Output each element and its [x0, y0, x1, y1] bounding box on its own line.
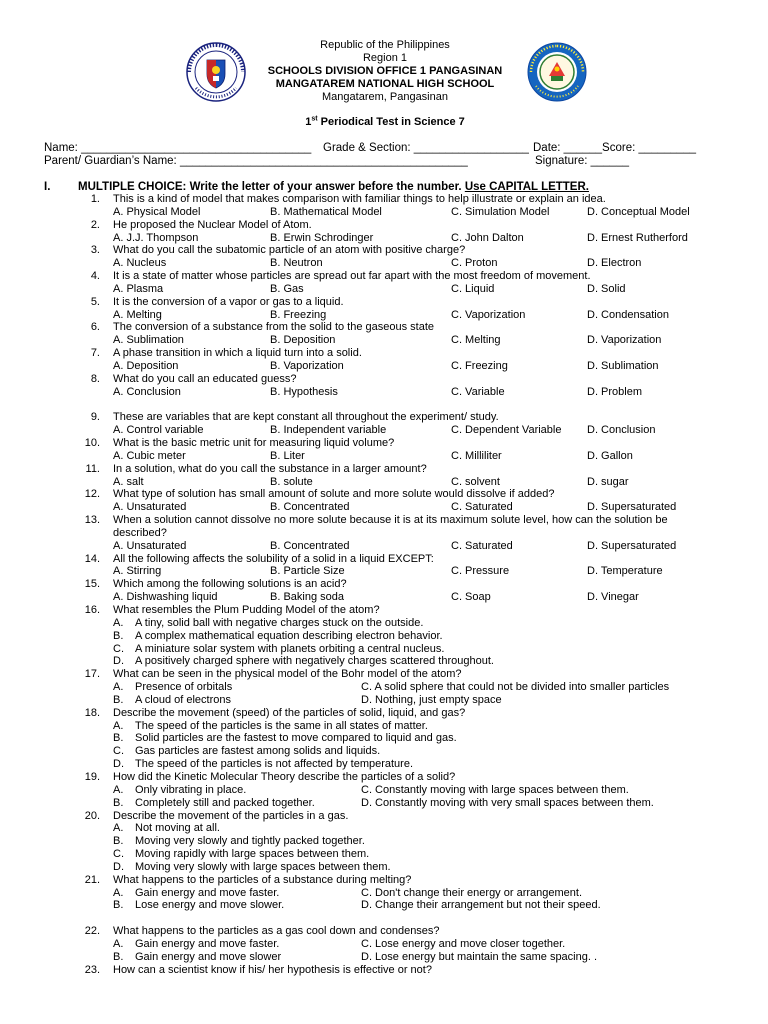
question-text: What do you call an educated guess?	[113, 372, 297, 385]
question-text: described?	[113, 526, 167, 539]
choice-option: B. Liter	[270, 449, 305, 462]
choice-row	[0, 694, 768, 707]
date-score-field[interactable]: Date: ______Score: _________	[533, 142, 697, 154]
choice-option: D. Solid	[587, 282, 626, 295]
question-text: What happens to the particles as a gas cool down and condenses?	[113, 925, 440, 938]
choice-option: Solid particles are the fastest to move compared to liquid and gas.	[135, 732, 457, 745]
question-row	[0, 411, 768, 424]
question-number: 21.	[84, 873, 100, 886]
header-division: SCHOOLS DIVISION OFFICE 1 PANGASINAN	[267, 65, 503, 77]
choice-row	[0, 630, 768, 643]
choice-row	[0, 424, 768, 437]
choice-option: D. sugar	[587, 475, 629, 488]
question-row	[0, 373, 768, 386]
question-text: He proposed the Nuclear Model of Atom.	[113, 218, 312, 231]
question-row	[0, 244, 768, 257]
choice-row	[0, 899, 768, 912]
choice-option: D. Problem	[587, 385, 643, 398]
choice-option: A. Stirring	[113, 565, 162, 578]
choice-row	[0, 732, 768, 745]
grade-section-field[interactable]: Grade & Section: __________________	[323, 142, 529, 154]
question-text: What is the basic metric unit for measuring liquid volume?	[113, 437, 395, 450]
choice-option: B. Deposition	[270, 334, 336, 347]
choice-option: C. Freezing	[451, 359, 508, 372]
question-row	[0, 707, 768, 720]
choice-row	[0, 887, 768, 900]
question-row	[0, 771, 768, 784]
choice-option: C. Don't change their energy or arrangement.	[361, 886, 582, 899]
choice-row	[0, 938, 768, 951]
choice-row	[0, 681, 768, 694]
choice-option: Gain energy and move slower	[135, 950, 282, 963]
question-row	[0, 578, 768, 591]
parent-guardian-field[interactable]: Parent/ Guardian’s Name: _____________________________________________	[44, 155, 468, 167]
choice-option: B. Baking soda	[270, 591, 344, 604]
question-number: 13.	[84, 514, 100, 527]
question-number: 10.	[84, 437, 100, 450]
question-number: 11.	[85, 462, 100, 475]
choice-option: A. Plasma	[113, 282, 164, 295]
question-text: When a solution cannot dissolve no more solute because it is at its maximum solute level, how can the solution be	[113, 514, 668, 527]
question-number: 9.	[90, 411, 100, 424]
question-row	[0, 437, 768, 450]
choice-row	[0, 835, 768, 848]
choice-row	[0, 501, 768, 514]
choice-option: D. Nothing, just empty space	[361, 693, 502, 706]
question-number: 17.	[84, 668, 100, 681]
question-row	[0, 463, 768, 476]
question-row	[0, 488, 768, 501]
choice-letter: B.	[113, 693, 124, 706]
question-text: What can be seen in the physical model of the Bohr model of the atom?	[113, 668, 462, 681]
choice-option: C. Milliliter	[451, 449, 502, 462]
choice-option: Moving rapidly with large spaces between them.	[135, 848, 370, 861]
choice-row	[0, 540, 768, 553]
question-number: 12.	[84, 488, 100, 501]
choice-row	[0, 655, 768, 668]
question-row	[0, 514, 768, 527]
choice-option: A. Deposition	[113, 359, 179, 372]
choice-option: Gain energy and move faster.	[135, 937, 280, 950]
choice-row	[0, 257, 768, 270]
choice-option: C. Dependent Variable	[451, 424, 562, 437]
choice-option: C. Pressure	[451, 565, 510, 578]
question-row	[0, 964, 768, 977]
question-text: What type of solution has small amount of solute and more solute would dissolve if added?	[113, 488, 555, 501]
choice-option: D. Supersaturated	[587, 539, 677, 552]
question-number: 4.	[90, 270, 100, 283]
choice-row	[0, 334, 768, 347]
choice-row	[0, 758, 768, 771]
question-row	[0, 219, 768, 232]
choice-option: Moving very slowly and tightly packed together.	[135, 835, 365, 848]
choice-row	[0, 617, 768, 630]
choice-option: B. Hypothesis	[270, 385, 338, 398]
header-school: MANGATAREM NATIONAL HIGH SCHOOL	[275, 78, 495, 90]
choice-option: D. Vinegar	[587, 591, 639, 604]
choice-row	[0, 565, 768, 578]
choice-option: B. Particle Size	[270, 565, 345, 578]
choice-row	[0, 848, 768, 861]
question-row	[0, 296, 768, 309]
choice-option: C. Saturated	[451, 501, 513, 514]
choice-letter: B.	[113, 629, 124, 642]
question-number: 8.	[90, 372, 100, 385]
choice-letter: C.	[113, 745, 124, 758]
choice-option: C. solvent	[451, 475, 500, 488]
choice-option: Lose energy and move slower.	[135, 899, 285, 912]
question-number: 6.	[90, 321, 100, 334]
choice-option: B. Gas	[270, 282, 304, 295]
choice-option: B. Erwin Schrodinger	[270, 231, 374, 244]
choice-option: Not moving at all.	[135, 822, 220, 835]
choice-letter: D.	[113, 655, 124, 668]
question-row	[0, 810, 768, 823]
question-text: Describe the movement (speed) of the particles of solid, liquid, and gas?	[113, 706, 466, 719]
choice-option: A. Unsaturated	[113, 501, 187, 514]
choice-option: A. Unsaturated	[113, 539, 187, 552]
choice-row	[0, 591, 768, 604]
choice-letter: D.	[113, 758, 124, 771]
question-text: This is a kind of model that makes comparison with familiar things to help illustrate or explain an idea.	[113, 193, 606, 205]
question-text: It is the conversion of a vapor or gas to a liquid.	[113, 295, 344, 308]
choice-option: B. Vaporization	[270, 359, 344, 372]
choice-option: D. Temperature	[587, 565, 663, 578]
choice-letter: C.	[113, 848, 124, 861]
question-text: In a solution, what do you call the substance in a larger amount?	[113, 462, 427, 475]
question-number: 2.	[90, 218, 100, 231]
choice-option: B. Neutron	[270, 257, 323, 270]
choice-letter: B.	[113, 732, 124, 745]
choice-option: C. Soap	[451, 591, 491, 604]
question-text: All the following affects the solubility of a solid in a liquid EXCEPT:	[113, 552, 434, 565]
choice-letter: A.	[113, 937, 124, 950]
choice-option: C. Proton	[451, 257, 498, 270]
question-list	[0, 193, 768, 976]
choice-option: A tiny, solid ball with negative charges stuck on the outside.	[135, 616, 424, 629]
question-number: 15.	[84, 578, 100, 591]
choice-option: A. Melting	[113, 308, 162, 321]
choice-option: A miniature solar system with planets orbiting a central nucleus.	[135, 642, 445, 655]
question-continuation	[0, 527, 768, 540]
choice-option: Moving very slowly with large spaces between them.	[135, 860, 391, 873]
question-row	[0, 270, 768, 283]
choice-row	[0, 476, 768, 489]
choice-option: A complex mathematical equation describing electron behavior.	[135, 629, 443, 642]
header-republic: Republic of the Philippines	[320, 39, 450, 51]
choice-option: C. Constantly moving with large spaces between them.	[361, 783, 629, 796]
choice-option: D. Gallon	[587, 449, 633, 462]
choice-row	[0, 797, 768, 810]
question-row	[0, 604, 768, 617]
choice-option: C. Variable	[451, 385, 505, 398]
question-row	[0, 193, 768, 206]
question-text: These are variables that are kept constant all throughout the experiment/ study.	[113, 411, 499, 424]
choice-letter: C.	[113, 642, 124, 655]
choice-option: A. salt	[113, 475, 144, 488]
question-number: 16.	[84, 604, 100, 616]
choice-option: The speed of the particles is the same in all states of matter.	[135, 719, 428, 732]
choice-option: D. Ernest Rutherford	[587, 231, 688, 244]
choice-row	[0, 720, 768, 733]
choice-letter: A.	[113, 719, 124, 732]
choice-option: The speed of the particles is not affected by temperature.	[135, 758, 414, 771]
question-row	[0, 874, 768, 887]
choice-option: Gain energy and move faster.	[135, 886, 280, 899]
question-number: 22.	[84, 925, 100, 938]
section-number: I.	[44, 181, 51, 193]
choice-letter: B.	[113, 899, 124, 912]
question-number: 1.	[90, 193, 100, 205]
question-number: 7.	[90, 347, 100, 360]
question-text: Describe the movement of the particles in a gas.	[113, 809, 349, 822]
choice-option: A. Control variable	[113, 424, 204, 437]
choice-option: A. Nucleus	[113, 257, 167, 270]
choice-option: Gas particles are fastest among solids and liquids.	[135, 745, 381, 758]
test-title: 1st Periodical Test in Science 7	[305, 115, 465, 128]
choice-row	[0, 283, 768, 296]
question-number: 5.	[90, 295, 100, 308]
choice-option: D. Constantly moving with very small spaces between them.	[361, 796, 654, 809]
choice-letter: D.	[113, 860, 124, 873]
question-row	[0, 347, 768, 360]
choice-option: A cloud of electrons	[135, 693, 232, 706]
choice-row	[0, 643, 768, 656]
header-region: Region 1	[362, 52, 408, 64]
question-text: Which among the following solutions is an acid?	[113, 578, 347, 591]
signature-field[interactable]: Signature: ______	[535, 155, 629, 167]
spacer	[0, 399, 768, 412]
question-text: A phase transition in which a liquid turn into a solid.	[113, 347, 362, 360]
choice-option: C. Lose energy and move closer together.	[361, 937, 566, 950]
choice-letter: A.	[113, 886, 124, 899]
choice-option: C. John Dalton	[451, 231, 524, 244]
choice-option: D. Conceptual Model	[587, 205, 690, 218]
choice-option: D. Conclusion	[587, 424, 656, 437]
choice-option: D. Lose energy but maintain the same spacing. .	[361, 950, 598, 963]
choice-option: D. Change their arrangement but not their speed.	[361, 899, 601, 912]
choice-option: C. Melting	[451, 334, 501, 347]
question-row	[0, 668, 768, 681]
question-row	[0, 553, 768, 566]
question-number: 19.	[84, 770, 100, 783]
choice-option: A. Physical Model	[113, 205, 201, 218]
question-row	[0, 321, 768, 334]
choice-option: D. Supersaturated	[587, 501, 677, 514]
choice-option: B. Freezing	[270, 308, 327, 321]
question-number: 14.	[84, 552, 100, 565]
question-number: 3.	[90, 244, 100, 257]
choice-row	[0, 360, 768, 373]
header-location: Mangatarem, Pangasinan	[322, 91, 448, 103]
choice-option: Completely still and packed together.	[135, 796, 315, 809]
choice-option: D. Vaporization	[587, 334, 662, 347]
choice-row	[0, 206, 768, 219]
choice-letter: B.	[113, 835, 124, 848]
choice-row	[0, 822, 768, 835]
section-instructions: MULTIPLE CHOICE: Write the letter of your answer before the number. Use CAPITAL LETTER.	[78, 181, 589, 193]
choice-option: B. Mathematical Model	[270, 205, 382, 218]
choice-option: B. Concentrated	[270, 501, 350, 514]
choice-option: D. Electron	[587, 257, 642, 270]
choice-row	[0, 745, 768, 758]
choice-row	[0, 232, 768, 245]
choice-letter: B.	[113, 796, 124, 809]
question-number: 23.	[84, 963, 100, 976]
spacer	[0, 912, 768, 925]
choice-letter: A.	[113, 822, 124, 835]
choice-letter: B.	[113, 950, 124, 963]
choice-option: A. Conclusion	[113, 385, 181, 398]
question-number: 18.	[84, 706, 100, 719]
choice-option: A. Sublimation	[113, 334, 184, 347]
choice-option: B. Concentrated	[270, 539, 350, 552]
choice-letter: A.	[113, 616, 124, 629]
question-text: The conversion of a substance from the solid to the gaseous state	[113, 321, 435, 334]
choice-option: B. Independent variable	[270, 424, 387, 437]
choice-option: C. A solid sphere that could not be divided into smaller particles	[361, 681, 670, 694]
choice-option: Presence of orbitals	[135, 681, 233, 694]
choice-option: C. Saturated	[451, 539, 513, 552]
question-text: What do you call the subatomic particle of an atom with positive charge?	[113, 244, 466, 257]
choice-row	[0, 861, 768, 874]
question-number: 20.	[84, 809, 100, 822]
choice-option: A. J.J. Thompson	[113, 231, 199, 244]
choice-row	[0, 386, 768, 399]
choice-option: D. Sublimation	[587, 359, 659, 372]
question-text: How did the Kinetic Molecular Theory describe the particles of a solid?	[113, 770, 456, 783]
choice-row	[0, 309, 768, 322]
choice-option: C. Liquid	[451, 282, 495, 295]
choice-option: A positively charged sphere with negatively charges scattered throughout.	[135, 655, 494, 668]
question-text: How can a scientist know if his/ her hypothesis is effective or not?	[113, 963, 432, 976]
choice-option: A. Dishwashing liquid	[113, 591, 218, 604]
choice-row	[0, 450, 768, 463]
choice-row	[0, 784, 768, 797]
choice-option: C. Simulation Model	[451, 205, 550, 218]
choice-option: C. Vaporization	[451, 308, 526, 321]
choice-option: Only vibrating in place.	[135, 783, 247, 796]
choice-row	[0, 951, 768, 964]
choice-option: B. solute	[270, 475, 313, 488]
choice-letter: A.	[113, 681, 124, 694]
choice-letter: A.	[113, 783, 124, 796]
name-field[interactable]: Name: ____________________________________	[44, 142, 312, 154]
choice-option: D. Condensation	[587, 308, 669, 321]
question-text: What resembles the Plum Pudding Model of the atom?	[113, 604, 380, 616]
question-text: It is a state of matter whose particles are spread out far apart with the most freedom of movement.	[113, 270, 591, 283]
question-text: What happens to the particles of a substance during melting?	[113, 873, 412, 886]
question-row	[0, 925, 768, 938]
choice-option: A. Cubic meter	[113, 449, 186, 462]
